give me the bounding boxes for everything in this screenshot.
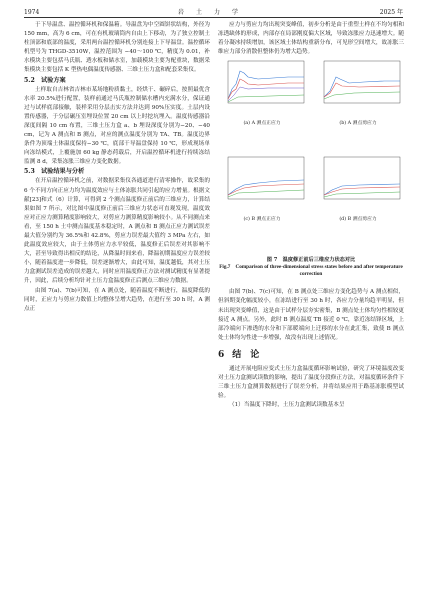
panel-d <box>314 155 402 207</box>
journal-title: 岩 土 力 学 <box>178 9 242 16</box>
section-number: 6 <box>218 349 225 360</box>
figure-caption-zh: 图 7 温度修正前后三维应力状态对比 <box>266 257 356 264</box>
page-header <box>24 4 403 18</box>
section-heading-conclusion <box>218 349 404 362</box>
paragraph: （1）当温度下降时，土压力盒测试读数基本呈 <box>229 402 345 409</box>
panel-d-caption: (d) B 测点剪应力 <box>339 217 377 223</box>
left-column <box>24 21 210 314</box>
section-heading: 5.2 试验方案 <box>24 76 66 84</box>
section-heading: 5.3 试验结果与分析 <box>24 168 85 176</box>
panel-a-caption: (a) A 测点正应力 <box>243 121 281 127</box>
panel-c-plot <box>218 155 306 207</box>
paragraph: 于下导温盘、温控循环机和保温箱。导温盘为中空圆饼状结构，外径为 150 mm，高为 6 cm，可在有机玻璃筒内自由上下移动，为了独立控制土柱顶部和底部的温度，采用两台温控循环机分别连接上下导温盘。温控循环机型号为 THGD-3510W，温控范围为 −40～100 ℃，精度为 0.01，补水模块主要包括马氏瓶、透水板和储水室，加载模块主要为配重块，数据采集模块主要包括 K 型热电偶温度传感器、三维土压力盒和配套采集仪。 <box>24 22 210 74</box>
paragraph: 由图 7(a)、7(b)可知，在 A 测点处，随着温度不断进行，温度降低的同时，正应力与剪应力数值上均整体呈增大趋势，在进行至 30 h 时，A 测点正 <box>24 287 210 312</box>
right-column <box>218 21 404 410</box>
panel-b-plot <box>314 59 402 111</box>
paragraph: 应力与剪应力均出现突变峰值，初步分析是由于重塑土样在不均匀相和冻透缺体的形成，内部存在局部刚度偏大区域，导致冻胀应力迅速增大。随着分凝冰持续增加，该区域土体结构重新分布，可见形空间增大，故冻胀三维应力部分消散但整体仍为增大趋势。 <box>218 22 404 56</box>
panel-b <box>314 59 402 111</box>
panel-c-caption: (c) B 测点正应力 <box>243 217 281 223</box>
panel-b-caption: (b) A 测点剪应力 <box>339 121 377 127</box>
paragraph: 由图 7(b)、7(c)可知，在 B 测点处三维应力变化趋势与 A 测点相似，但斜期变化幅度较小，在冻结进行至 30 h 时，各应力分量均趋平明显，但未出现突变峰值，这是由于试样分层夯实密集，B 测点处土体均匀性相较更接近 A 测点。另外，此时 B 测点温度 TB 接近 0 ℃，靠近冻结锋区域，上部冷端向下渗透的水分和下部暖端向上迁移的水分在此汇集，致使 B 测点处土体均匀性进一步增强，故没有出现上述情况。 <box>218 289 404 341</box>
panel-d-plot <box>314 155 402 207</box>
figure-caption <box>218 257 404 278</box>
journal-year: 2025 年 <box>379 9 403 16</box>
panel-c <box>218 155 306 207</box>
paragraph: 土样取自吉林省吉林市某场地粉质黏土，经烘干、碾碎后，按照最优含水率 20.5%进行配置，装样前通过马氏瓶控制储水槽内充满水分，保证通过与试样底部接触，装样采用分层击实方法并达到 90%压实度。土层内设置传感器，于分层碾压室埋设位置 20 cm 以上时挖坑埋入。温度传感器沿深度间隔 10 cm 布置，三维土压力盒 a、b 埋设深度分别为−20、−40 cm，记为 A 测点和 B 测点，对应的测点温度分别为 TA、TB。温度边界条件为顶端土体温度保持−30 ℃，底部干导温盘保持 10 ℃，形成现场单向冻结模式，上覆施加 60 kg 静态荷载后，开启温控循环机进行持续冻结监测 8 d，采集冻胀三维应力变化数据。 <box>24 86 210 166</box>
panel-a-plot <box>218 59 306 111</box>
panel-a <box>218 59 306 111</box>
paragraph: 在开启温控循环机之前，对数据采集仪各通道进行清零操作，故采集的 6 个不同方向正应力均为温度效应与土体冻胀共同引起的应力增量。根据文献[23]和式（6）计算，可得到 2 个测点温度修正前后的三维应力，计算结果如图 7 所示，对比图中温度修正前后三维应力状态可直观发现，温度效应对正应力测算精度影响较大，对剪应力测算精度影响较小。从不同测点来看，至 150 h 土中测点温度基本稳定时，A 测点和 B 测点正应力测试误差最大值分别约为 36.5%和 42.8%，剪应力误差最大值约 3 MPa 左右，如此温度效应较大，由于土体剪应力水平较低，温度修正后误差对其影响不大，甚至导致得出相反的结论，从降温时间来看，降温初期温度应力误差较小，随着温度进一步降低，误差逐渐增大，由此可知，温度越低，其对土压力盒测试误差造成的误差越大，同时应用温度修正方法对测试精度有显著提升，因此，后续分析均针对土压力盒温度修正后测点三维应力数据。 <box>24 178 210 285</box>
figure-caption-en: Fig.7 Comparison of three-dimensional stress states before and after temperature correction <box>219 264 403 278</box>
section-title: 结 论 <box>232 349 260 360</box>
paragraph: 通过开展电阻应变式土压力盒温度循环影响试验，研究了环境温度改变对土压力盒测试读数的影响，提出了温度分段修正方法，对温度循环条件下三维土压力盒测算数据进行了误差分析，并将结果应用于路基冻胀模型试验。 <box>218 365 404 400</box>
page-number: 1974 <box>24 9 40 16</box>
figure-7 <box>218 59 404 284</box>
